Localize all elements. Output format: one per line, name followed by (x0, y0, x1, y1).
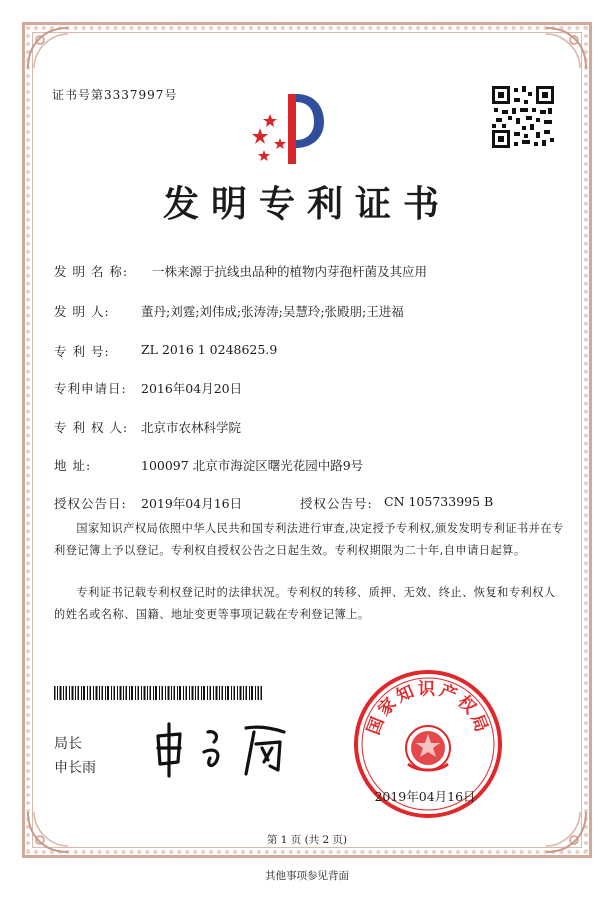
patent-office-logo-icon (250, 88, 330, 166)
certificate-number: 证书号第3337997号 (52, 88, 178, 102)
patent-number-value: ZL 2016 1 0248625.9 (141, 342, 278, 357)
address-label: 地 址: (54, 458, 92, 473)
grant-date-value: 2019年04月16日 (141, 496, 243, 511)
inventors-value: 董丹;刘霆;刘伟成;张涛涛;吴慧玲;张殿朋;王进福 (141, 304, 404, 319)
invention-name-value: 一株来源于抗线虫品种的植物内芽孢杆菌及其应用 (152, 264, 428, 279)
grant-statement-paragraph: 国家知识产权局依照中华人民共和国专利法进行审查,决定授予专利权,颁发发明专利证书并在专利登记簿上予以登记。专利权自授权公告之日起生效。专利权期限为二十年,自申请日起算。 (54, 522, 564, 557)
patentee-label: 专 利 权 人: (54, 420, 129, 435)
corner-ornament-icon (542, 24, 590, 72)
page-number: 第 1 页 (共 2 页) (266, 834, 348, 846)
document-title: 发明专利证书 (162, 183, 451, 225)
legal-status-paragraph: 专利证书记载专利权登记时的法律状况。专利权的转移、质押、无效、终止、恢复和专利权人的姓名或名称、国籍、地址变更等事项记载在专利登记簿上。 (54, 586, 556, 621)
patentee-value: 北京市农林科学院 (141, 420, 242, 435)
address-value: 100097 北京市海淀区曙光花园中路9号 (141, 458, 364, 473)
handwritten-signature-icon (150, 718, 300, 780)
footer-note: 其他事项参见背面 (265, 870, 349, 882)
invention-name-label: 发 明 名 称: (54, 264, 129, 279)
svg-text:国家知识产权局: 国家知识产权局 (363, 679, 493, 738)
grant-number-value: CN 105733995 B (384, 494, 494, 509)
filing-date-value: 2016年04月20日 (141, 381, 243, 396)
signatory-title: 局长 (54, 736, 82, 752)
barcode-icon (54, 686, 262, 700)
corner-ornament-icon (24, 24, 72, 72)
filing-date-label: 专利申请日: (54, 381, 127, 396)
grant-date-label: 授权公告日: (54, 496, 127, 511)
signatory-name: 申长雨 (54, 760, 96, 776)
qr-code-icon (490, 84, 556, 150)
seal-date: 2019年04月16日 (374, 789, 476, 804)
patent-number-label: 专 利 号: (54, 344, 110, 359)
inventor-label: 发 明 人: (54, 304, 110, 319)
grant-number-label: 授权公告号: (300, 496, 373, 511)
